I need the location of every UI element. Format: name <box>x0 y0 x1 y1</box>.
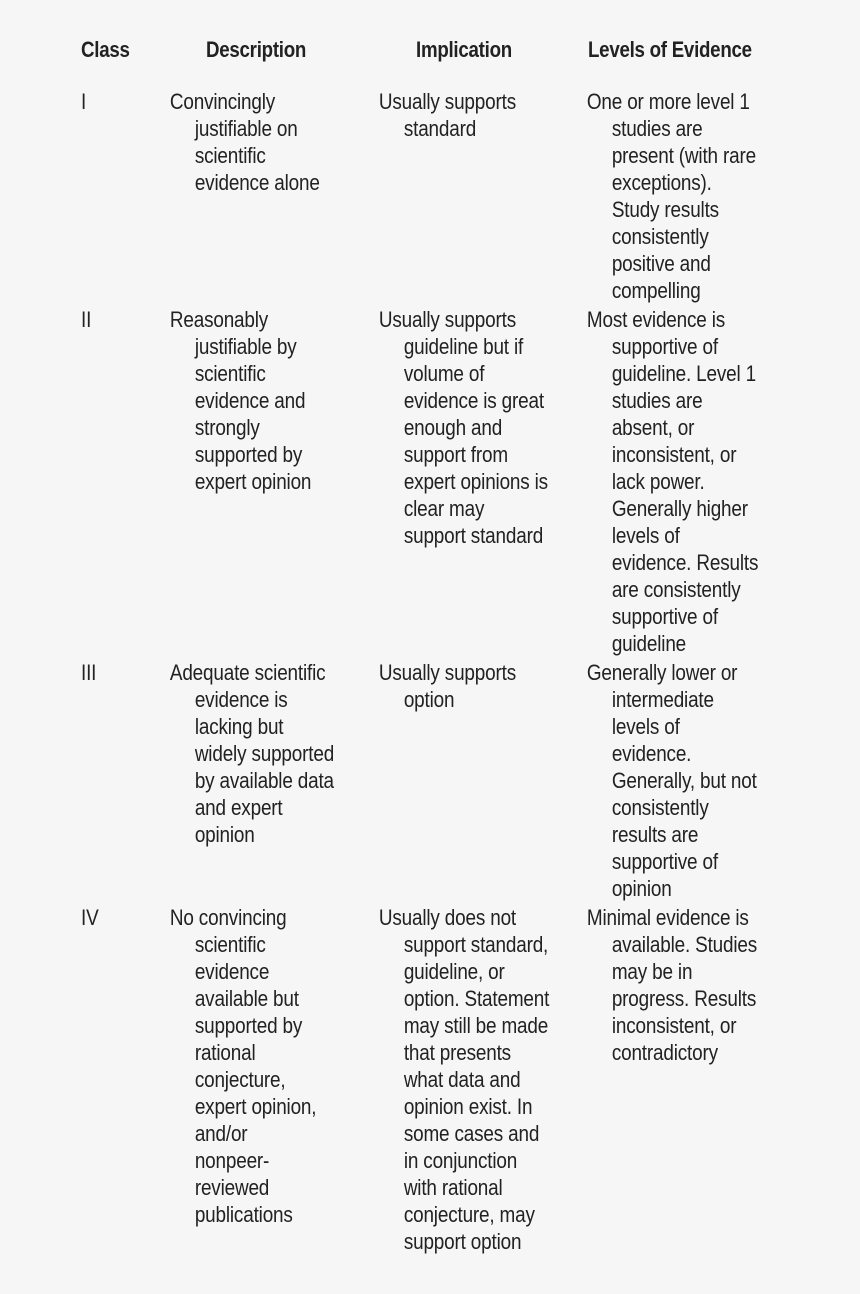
levels-cell: Most evidence is supportive of guideline. Level 1 studies are absent, or inconsistent, or lack power. Generally higher levels of evidence. Results are consistently supportive of guideline <box>586 307 759 656</box>
implication-cell: Usually supports option <box>378 660 516 712</box>
header-class: Class <box>81 37 130 62</box>
header-description: Description <box>206 37 307 62</box>
implication-cell: Usually supports guideline but if volume of evidence is great enough and support from expert opinions is clear may support standard <box>378 307 548 548</box>
description-cell: Adequate scientific evidence is lacking but widely supported by available data and expert opinion <box>169 660 335 847</box>
class-cell: IV <box>81 905 99 930</box>
class-cell: I <box>81 89 87 114</box>
header-implication: Implication <box>416 37 512 62</box>
class-cell: II <box>81 307 92 332</box>
class-cell: III <box>81 660 97 685</box>
table-header <box>0 36 860 66</box>
description-cell: No convincing scientific evidence available but supported by rational conjecture, expert opinion, and/or nonpeer- reviewed publications <box>169 905 317 1227</box>
description-cell: Convincingly justifiable on scientific evidence alone <box>169 89 320 195</box>
levels-cell: Generally lower or intermediate levels of evidence. Generally, but not consistently results are supportive of opinion <box>586 660 757 901</box>
implication-cell: Usually supports standard <box>378 89 516 141</box>
levels-cell: One or more level 1 studies are present (with rare exceptions). Study results consistently positive and compelling <box>586 89 756 303</box>
levels-cell: Minimal evidence is available. Studies may be in progress. Results inconsistent, or contradictory <box>586 905 758 1065</box>
description-cell: Reasonably justifiable by scientific evidence and strongly supported by expert opinion <box>169 307 312 494</box>
implication-cell: Usually does not support standard, guideline, or option. Statement may still be made that presents what data and opinion exist. In some cases and in conjunction with rational conjecture, may support option <box>378 905 550 1254</box>
header-levels-of-evidence: Levels of Evidence <box>588 37 752 62</box>
